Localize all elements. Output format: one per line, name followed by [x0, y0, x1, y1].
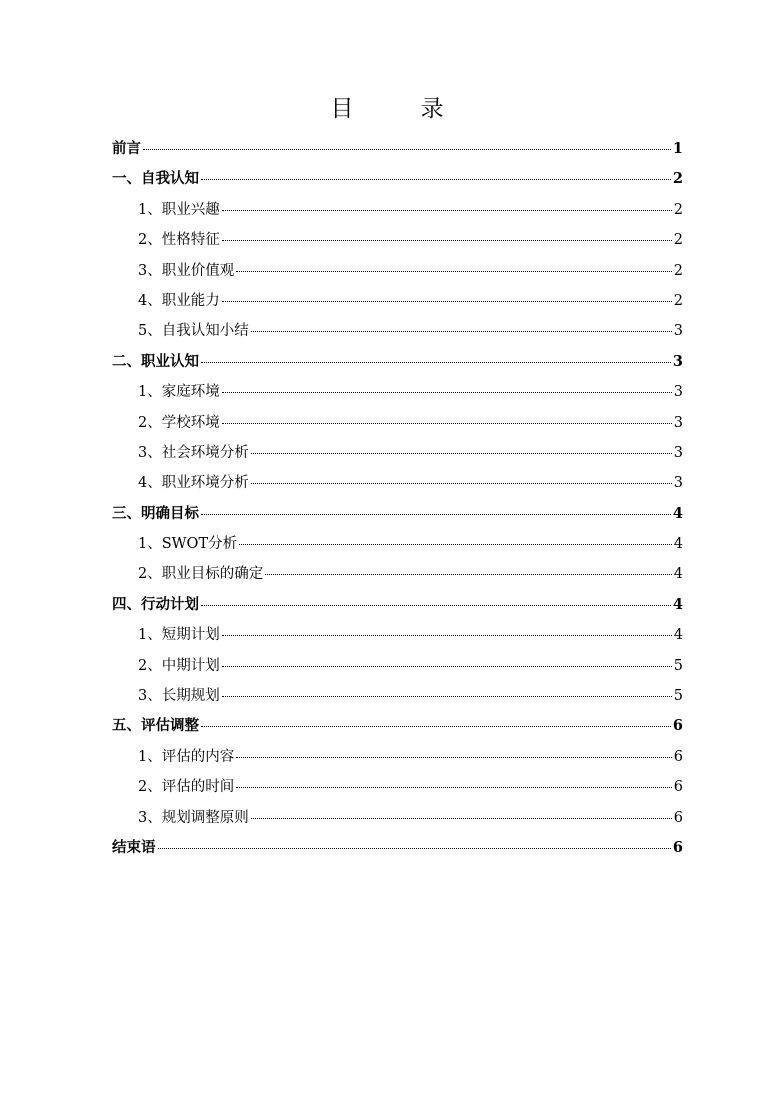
toc-dot-leader [251, 453, 672, 454]
toc-entry-label: 1、职业兴趣 [138, 201, 220, 218]
toc-page-number: 6 [673, 809, 683, 826]
toc-section-entry[interactable] [112, 195, 683, 225]
toc-dot-leader [201, 179, 671, 180]
toc-chapter-entry[interactable] [112, 590, 683, 620]
toc-entry-label: 五、评估调整 [112, 717, 199, 735]
toc-page-number: 4 [673, 627, 683, 644]
toc-section-entry[interactable] [112, 377, 683, 407]
toc-dot-leader [236, 787, 672, 788]
toc-section-entry[interactable] [112, 286, 683, 316]
toc-entry-label: 三、明确目标 [112, 504, 199, 522]
toc-entry-label: 四、行动计划 [112, 595, 199, 613]
toc-dot-leader [201, 514, 671, 515]
toc-dot-leader [251, 331, 672, 332]
toc-dot-leader [222, 696, 672, 697]
toc-dot-leader [222, 423, 672, 424]
toc-page-number: 5 [673, 657, 683, 674]
toc-entry-label: 3、社会环境分析 [138, 444, 249, 461]
toc-page-number: 3 [673, 475, 683, 492]
toc-section-entry[interactable] [112, 803, 683, 833]
toc-section-entry[interactable] [112, 408, 683, 438]
toc-page-number: 6 [672, 838, 683, 856]
toc-chapter-entry[interactable] [112, 164, 683, 194]
toc-page-number: 2 [673, 262, 683, 279]
toc-dot-leader [222, 666, 672, 667]
toc-page-number: 2 [673, 232, 683, 249]
toc-page-number: 6 [672, 717, 683, 735]
toc-page-number: 3 [673, 384, 683, 401]
toc-section-entry[interactable] [112, 742, 683, 772]
toc-section-entry[interactable] [112, 438, 683, 468]
toc-section-entry[interactable] [112, 316, 683, 346]
toc-page-number: 2 [673, 201, 683, 218]
toc-entry-label: 1、家庭环境 [138, 384, 220, 401]
toc-entry-label: 1、评估的内容 [138, 748, 235, 765]
toc-dot-leader [239, 544, 672, 545]
toc-page-number: 4 [673, 536, 683, 553]
toc-page-number: 3 [673, 444, 683, 461]
toc-entry-label: 二、职业认知 [112, 352, 199, 370]
toc-entry-label: 2、职业目标的确定 [138, 566, 264, 583]
toc-section-entry[interactable] [112, 529, 683, 559]
toc-page-number: 5 [673, 688, 683, 705]
toc-entry-label: 4、职业能力 [138, 292, 220, 309]
toc-entry-label: 3、职业价值观 [138, 262, 235, 279]
toc-entry-label: 前言 [112, 140, 141, 157]
page-title: 目 录 [330, 96, 466, 122]
toc-dot-leader [222, 392, 672, 393]
toc-dot-leader [201, 362, 671, 363]
toc-page-number: 3 [673, 414, 683, 431]
toc-dot-leader [265, 574, 672, 575]
toc-dot-leader [251, 483, 672, 484]
toc-chapter-entry[interactable] [112, 347, 683, 377]
toc-dot-leader [236, 757, 672, 758]
toc-entry-label: 3、长期规划 [138, 688, 220, 705]
toc-dot-leader [251, 818, 672, 819]
toc-entry-label: 2、中期计划 [138, 657, 220, 674]
toc-chapter-entry[interactable] [112, 134, 683, 164]
toc-entry-label: 2、学校环境 [138, 414, 220, 431]
toc-dot-leader [158, 848, 671, 849]
toc-entry-label: 2、评估的时间 [138, 779, 235, 796]
toc-page-number: 3 [673, 323, 683, 340]
toc-dot-leader [236, 271, 672, 272]
toc-section-entry[interactable] [112, 620, 683, 650]
toc-dot-leader [222, 301, 672, 302]
toc-page-number: 4 [672, 504, 683, 522]
toc-section-entry[interactable] [112, 772, 683, 802]
toc-page-number: 6 [673, 748, 683, 765]
toc-dot-leader [222, 210, 672, 211]
toc-entry-label: 5、自我认知小结 [138, 323, 249, 340]
toc-section-entry[interactable] [112, 681, 683, 711]
toc-entry-label: 结束语 [112, 838, 156, 856]
toc-page-number: 4 [672, 595, 683, 613]
toc-page-number: 6 [673, 779, 683, 796]
table-of-contents [112, 134, 683, 863]
toc-section-entry[interactable] [112, 559, 683, 589]
toc-entry-label: 3、规划调整原则 [138, 809, 249, 826]
toc-page-number: 4 [673, 566, 683, 583]
toc-section-entry[interactable] [112, 256, 683, 286]
toc-entry-label: 1、SWOT分析 [138, 536, 238, 553]
toc-section-entry[interactable] [112, 468, 683, 498]
toc-chapter-entry[interactable] [112, 499, 683, 529]
toc-dot-leader [143, 149, 671, 150]
toc-section-entry[interactable] [112, 225, 683, 255]
toc-page-number: 2 [673, 292, 683, 309]
toc-dot-leader [201, 726, 671, 727]
toc-entry-label: 2、性格特征 [138, 232, 220, 249]
toc-dot-leader [201, 605, 671, 606]
toc-section-entry[interactable] [112, 651, 683, 681]
toc-chapter-entry[interactable] [112, 833, 683, 863]
toc-entry-label: 4、职业环境分析 [138, 475, 249, 492]
toc-chapter-entry[interactable] [112, 711, 683, 741]
toc-entry-label: 1、短期计划 [138, 627, 220, 644]
toc-page-number: 2 [672, 170, 683, 188]
toc-page-number: 3 [672, 352, 683, 370]
toc-dot-leader [222, 240, 672, 241]
toc-page-number: 1 [672, 140, 683, 157]
toc-dot-leader [222, 635, 672, 636]
toc-entry-label: 一、自我认知 [112, 170, 199, 188]
